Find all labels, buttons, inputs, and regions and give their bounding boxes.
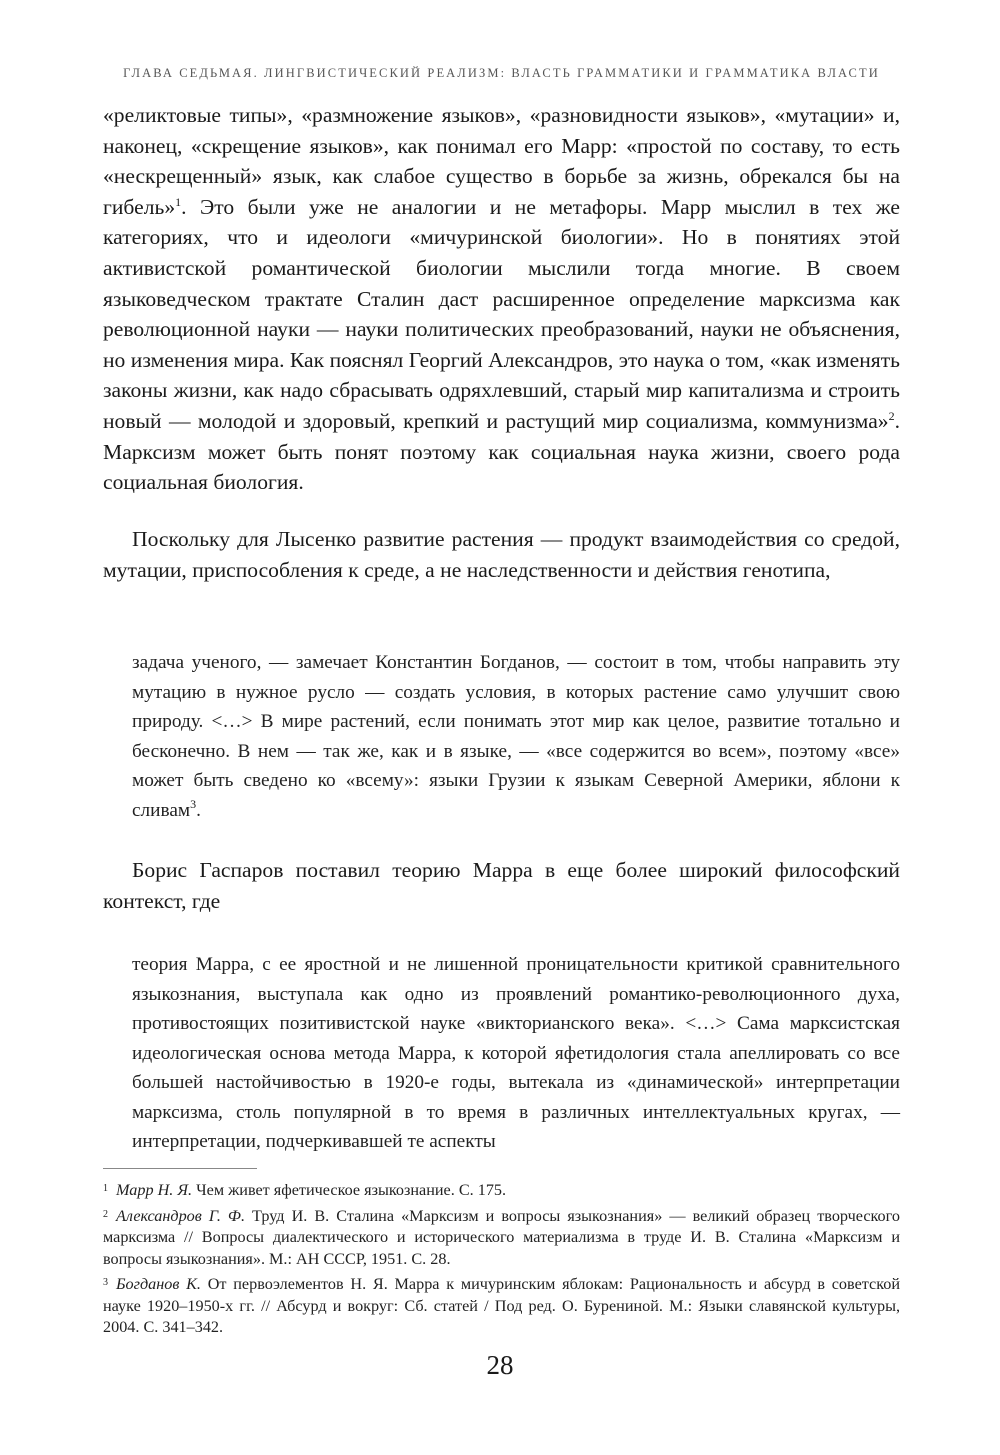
paragraph-1-text-a: «реликтовые типы», «размножение языков», «разновидности языков», «мутации» и, наконец, «скрещение языков», как понимал его Марр: «простой по составу, то есть «нескрещенный» язык, как слабое существо в борьбе за жизнь, обрекался бы на гибель» <box>103 103 900 219</box>
footnote-ref-1[interactable]: 1 <box>175 194 182 209</box>
footnote-3 <box>103 1272 900 1339</box>
running-head: ГЛАВА СЕДЬМАЯ. ЛИНГВИСТИЧЕСКИЙ РЕАЛИЗМ: ВЛАСТЬ ГРАММАТИКИ И ГРАММАТИКА ВЛАСТИ <box>123 66 880 80</box>
footnote-3-text: От первоэлементов Н. Я. Марра к мичуринским яблокам: Рациональность и абсурд в советской науке 1920–1950-х гг. // Абсурд и вокруг: Сб. статей / Под ред. О. Бурениной. М.: Языки славянской культуры, 2004. С. 341–342. <box>103 1275 901 1336</box>
body-paragraph-1 <box>103 100 900 498</box>
footnote-1-text: Чем живет яфетическое языкознание. С. 175. <box>192 1181 507 1199</box>
paragraph-1-text-c: . Марксизм может быть понят поэтому как социальная наука жизни, своего рода социальная биология. <box>103 408 900 495</box>
body-paragraph-3: Борис Гаспаров поставил теорию Марра в еще более широкий философский контекст, где <box>103 858 900 913</box>
footnote-3-author: Богданов К. <box>116 1275 201 1293</box>
footnote-3-number: 3 <box>103 1277 108 1288</box>
footnote-1 <box>103 1178 900 1202</box>
footnote-2 <box>103 1204 900 1271</box>
quote-1-text: задача ученого, — замечает Константин Богданов, — состоит в том, чтобы направить эту мутацию в нужное русло — создать условия, в которых растение само улучшит свою природу. <…> В мире растений, если понимать этот мир как целое, развитие тотально и бесконечно. В нем — так же, как и в языке, — «все содержится во всем», поэтому «все» может быть сведено ко «всему»: языки Грузии к языкам Северной Америки, яблони к сливам <box>132 652 900 821</box>
body-paragraph-2: Поскольку для Лысенко развитие растения — продукт взаимодействия со средой, мутации, приспособления к среде, а не наследственности и действия генотипа, <box>103 527 900 582</box>
footnote-divider <box>103 1168 257 1169</box>
block-quote-2: теория Марра, с ее яростной и не лишенной проницательности критикой сравнительного языкознания, выступала как одно из проявлений романтико-революционного духа, противостоящих позитивистской науке «викторианского века». <…> Сама марксистская идеологическая основа метода Марра, к которой яфетидология стала апеллировать со все большей настойчивостью в 1920-е годы, вытекала из «динамической» интерпретации марксизма, столь популярной в то время в различных интеллектуальных кругах, — интерпретации, подчеркивавшей те аспекты <box>132 954 900 1152</box>
footnote-ref-3[interactable]: 3 <box>190 796 197 811</box>
footnote-ref-2[interactable]: 2 <box>888 408 895 423</box>
quote-1-end: . <box>196 799 201 821</box>
footnotes <box>103 1178 900 1341</box>
page-number: 28 <box>486 1350 514 1380</box>
footnote-1-number: 1 <box>103 1183 108 1194</box>
footnote-2-text: Труд И. В. Сталина «Марксизм и вопросы языкознания» — великий образец творческого марксизма // Вопросы диалектического и исторического материализма в труде И. В. Сталина «Марксизм и вопросы языкознания». М.: АН СССР, 1951. С. 28. <box>103 1206 900 1268</box>
footnote-2-author: Александров Г. Ф. <box>116 1206 245 1225</box>
paragraph-1-text-b: . Это были уже не аналогии и не метафоры. Марр мыслил в тех же категориях, что и идеологи «мичуринской биологии». Но в понятиях этой активистской романтической биологии мыслили тогда многие. В своем языковедческом трактате Сталин даст расширенное определение марксизма как революционной науки — науки политических преобразований, науки не объяснения, но изменения мира. Как пояснял Георгий Александров, это наука о том, «как изменять законы жизни, как надо сбрасывать одряхлевший, старый мир капитализма и строить новый — молодой и здоровый, крепкий и растущий мир социализма, коммунизма» <box>103 194 900 433</box>
footnote-2-number: 2 <box>103 1208 108 1220</box>
block-quote-1 <box>132 648 900 825</box>
footnote-1-author: Марр Н. Я. <box>116 1181 193 1199</box>
